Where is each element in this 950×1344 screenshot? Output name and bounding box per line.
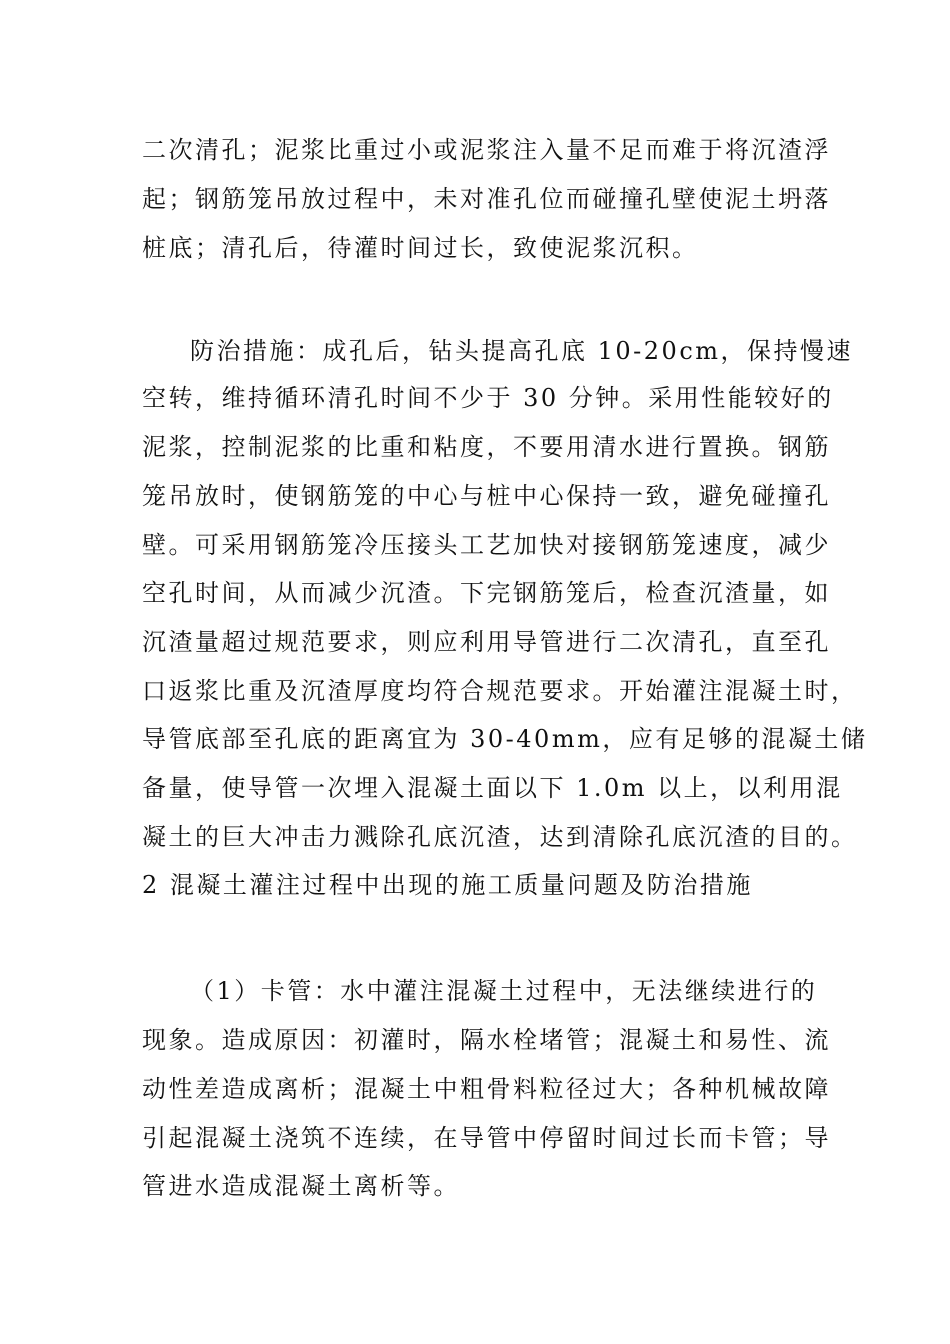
- text-line: 空转，维持循环清孔时间不少于 30 分钟。采用性能较好的: [142, 384, 834, 412]
- section-heading: 2 混凝土灌注过程中出现的施工质量问题及防治措施: [142, 871, 753, 899]
- text-line: 管进水造成混凝土离析等。: [142, 1172, 460, 1200]
- text-line: 口返浆比重及沉渣厚度均符合规范要求。开始灌注混凝土时，: [142, 677, 858, 705]
- text-line: 壁。可采用钢筋笼冷压接头工艺加快对接钢筋笼速度，减少: [142, 531, 831, 559]
- text-line: 凝土的巨大冲击力溅除孔底沉渣，达到清除孔底沉渣的目的。: [142, 823, 858, 851]
- text-line: 现象。造成原因：初灌时，隔水栓堵管；混凝土和易性、流: [142, 1026, 831, 1054]
- text-line: 备量，使导管一次埋入混凝土面以下 1.0m 以上，以利用混: [142, 774, 843, 802]
- text-line: 泥浆，控制泥浆的比重和粘度，不要用清水进行置换。钢筋: [142, 433, 831, 461]
- text-line: 二次清孔；泥浆比重过小或泥浆注入量不足而难于将沉渣浮: [142, 136, 831, 164]
- text-line: 笼吊放时，使钢筋笼的中心与桩中心保持一致，避免碰撞孔: [142, 482, 831, 510]
- text-line: 沉渣量超过规范要求，则应利用导管进行二次清孔，直至孔: [142, 628, 831, 656]
- text-line: 桩底；清孔后，待灌时间过长，致使泥浆沉积。: [142, 234, 699, 262]
- text-line: 空孔时间，从而减少沉渣。下完钢筋笼后，检查沉渣量，如: [142, 579, 831, 607]
- text-line: 导管底部至孔底的距离宜为 30-40mm，应有足够的混凝土储: [142, 725, 868, 753]
- text-line: 引起混凝土浇筑不连续，在导管中停留时间过长而卡管；导: [142, 1124, 831, 1152]
- text-line: 起；钢筋笼吊放过程中，未对准孔位而碰撞孔壁使泥土坍落: [142, 185, 831, 213]
- text-line: （1）卡管：水中灌注混凝土过程中，无法继续进行的: [190, 977, 818, 1005]
- text-line: 防治措施：成孔后，钻头提高孔底 10-20cm，保持慢速: [190, 337, 854, 365]
- text-line: 动性差造成离析；混凝土中粗骨料粒径过大；各种机械故障: [142, 1075, 831, 1103]
